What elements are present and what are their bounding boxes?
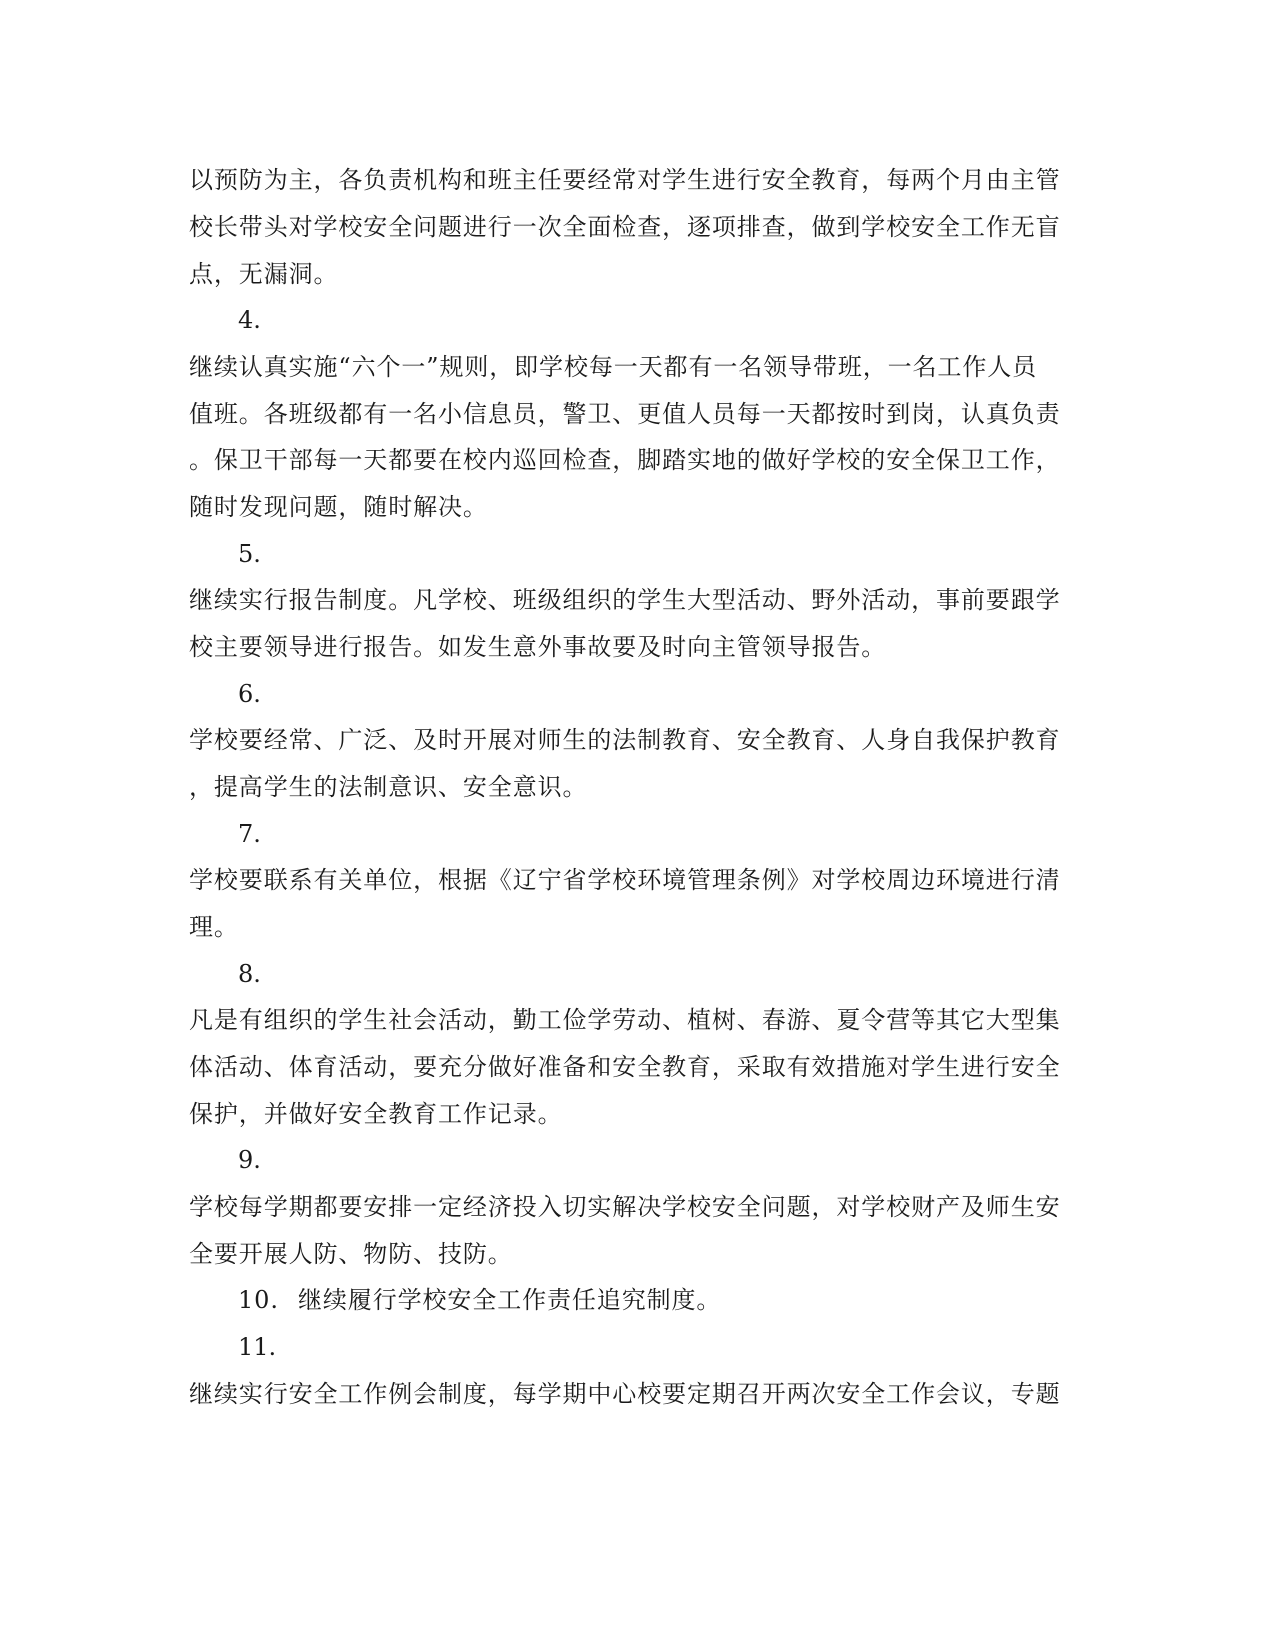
body-text-line: 继续实行安全工作例会制度，每学期中心校要定期召开两次安全工作会议，专题 [189,1380,1061,1408]
body-text-line: 以预防为主，各负责机构和班主任要经常对学生进行安全教育，每两个月由主管 [189,166,1061,194]
item-number-7: 7. [238,820,261,848]
body-text-line: 学校每学期都要安排一定经济投入切实解决学校安全问题，对学校财产及师生安 [189,1193,1061,1221]
item-number-9: 9. [238,1146,261,1174]
body-text-line: 校主要领导进行报告。如发生意外事故要及时向主管领导报告。 [189,633,887,661]
item-number-10: 10. [238,1286,279,1314]
body-text-line: 点，无漏洞。 [189,260,339,288]
item-number-4: 4. [238,306,261,334]
body-text-line: 。保卫干部每一天都要在校内巡回检查，脚踏实地的做好学校的安全保卫工作， [189,446,1061,474]
body-text-line: 继续实行报告制度。凡学校、班级组织的学生大型活动、野外活动，事前要跟学 [189,586,1061,614]
body-text-line: ，提高学生的法制意识、安全意识。 [189,773,588,801]
body-text-line: 值班。各班级都有一名小信息员，警卫、更值人员每一天都按时到岗，认真负责 [189,400,1061,428]
item-number-8: 8. [238,960,261,988]
item-number-11: 11. [238,1333,277,1361]
item-number-6: 6. [238,680,261,708]
body-text-line: 校长带头对学校安全问题进行一次全面检查，逐项排查，做到学校安全工作无盲 [189,213,1061,241]
body-text-line: 保护，并做好安全教育工作记录。 [189,1100,563,1128]
body-text-line: 学校要联系有关单位，根据《辽宁省学校环境管理条例》对学校周边环境进行清 [189,866,1061,894]
body-text-line: 继续认真实施“六个一”规则，即学校每一天都有一名领导带班，一名工作人员 [189,353,1038,381]
item-number-5: 5. [238,540,261,568]
item-10-line [238,1283,1118,1317]
body-text-line: 学校要经常、广泛、及时开展对师生的法制教育、安全教育、人身自我保护教育 [189,726,1061,754]
body-text-line: 理。 [189,913,239,941]
body-text-line: 全要开展人防、物防、技防。 [189,1240,513,1268]
body-text-line: 凡是有组织的学生社会活动，勤工俭学劳动、植树、春游、夏令营等其它大型集 [189,1006,1061,1034]
body-text-line: 继续履行学校安全工作责任追究制度。 [298,1286,722,1314]
body-text-line: 随时发现问题，随时解决。 [189,493,488,521]
body-text-line: 体活动、体育活动，要充分做好准备和安全教育，采取有效措施对学生进行安全 [189,1053,1061,1081]
